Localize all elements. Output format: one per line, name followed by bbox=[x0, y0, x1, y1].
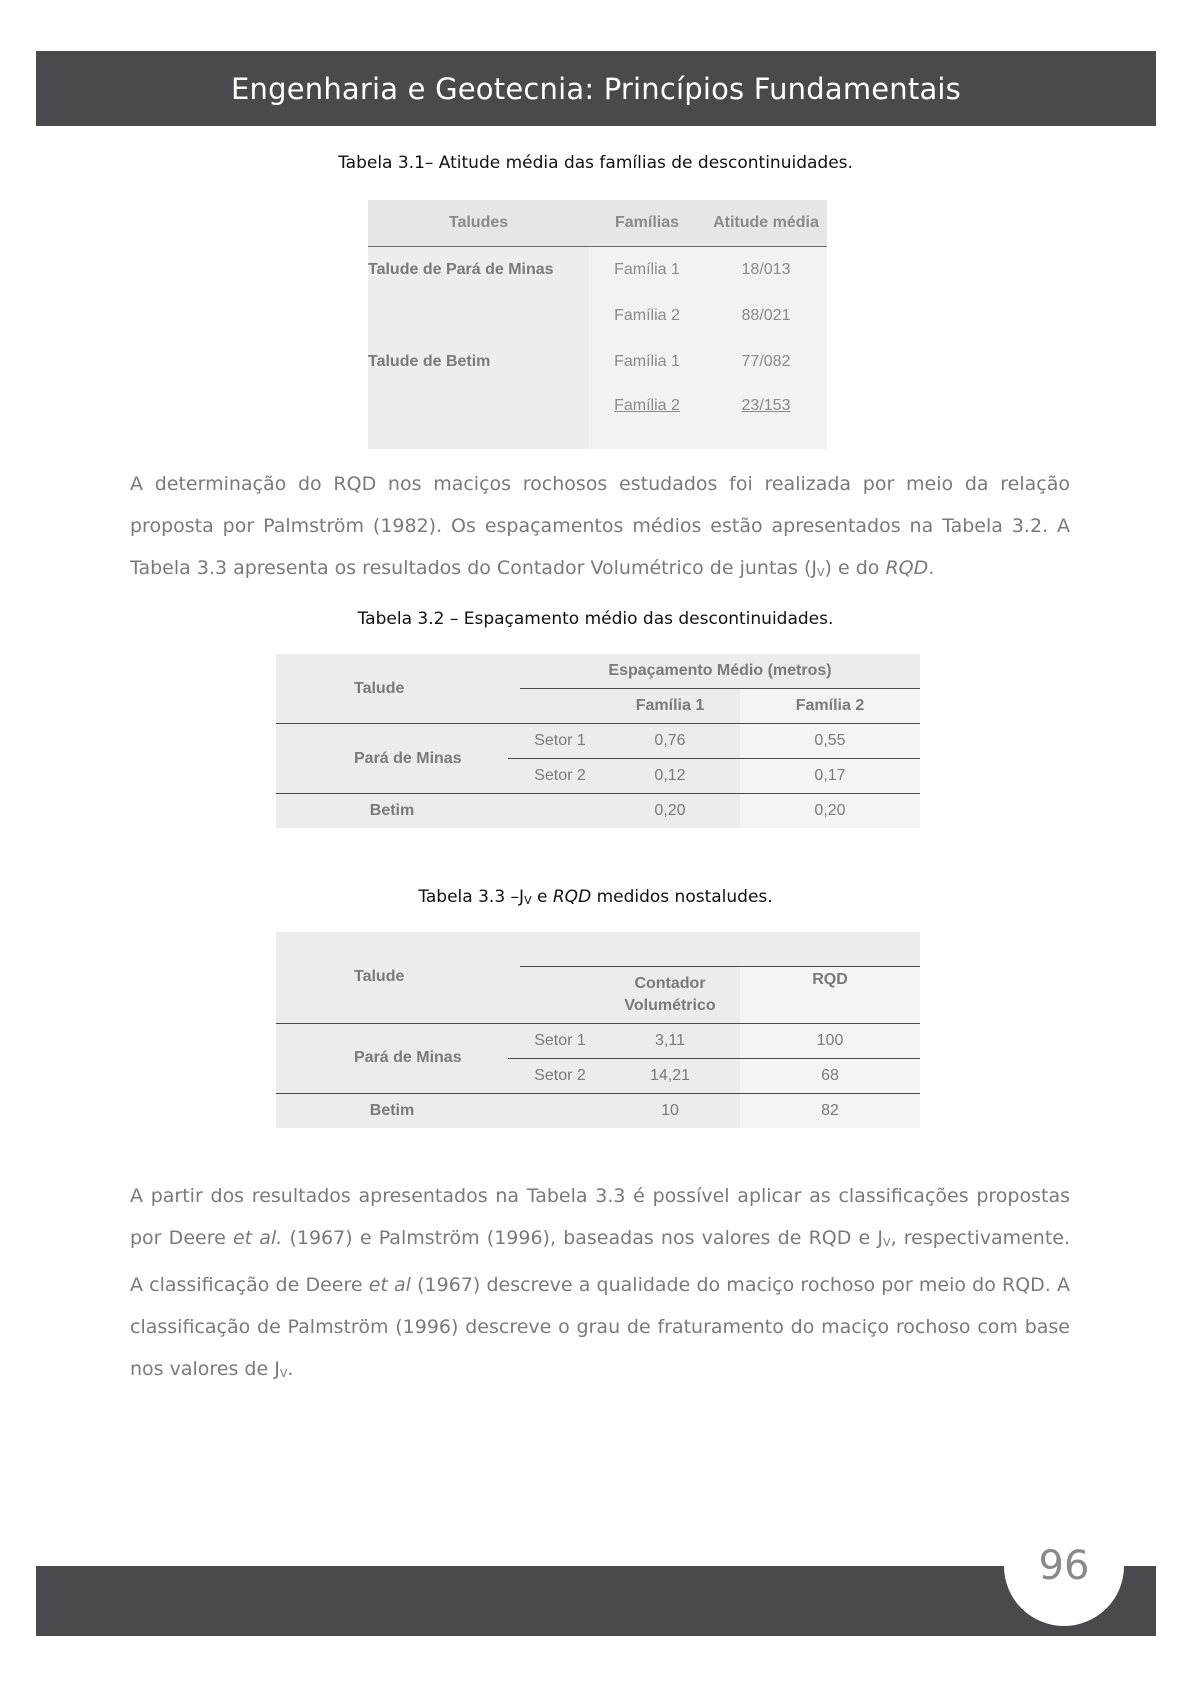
cell-atitude: 77/082 bbox=[705, 339, 827, 385]
table-row bbox=[368, 247, 827, 294]
caption-text: Tabela 3.3 –J bbox=[418, 887, 525, 907]
cell-atitude: 88/021 bbox=[705, 293, 827, 339]
cell-talude: Betim bbox=[369, 1101, 415, 1119]
cell-familia bbox=[589, 385, 705, 449]
paragraph-text: A determinação do RQD nos maciços rochosos estudados foi realizada por meio da relação proposta por Palmström (1982). Os espaçamentos médios estão apresentados na Tabela 3.2. A Tabela 3.3 apresenta os resultados do Contador Volumétrico de juntas (J bbox=[130, 473, 1070, 579]
cell-familia-2: 0,17 bbox=[740, 759, 920, 794]
table2-caption: Tabela 3.2 – Espaçamento médio das descontinuidades. bbox=[357, 609, 834, 629]
cell-talude bbox=[368, 385, 589, 449]
cell-talude: Talude de Pará de Minas bbox=[368, 247, 589, 294]
paragraph-text: ) e do bbox=[824, 557, 886, 579]
page-footer bbox=[36, 1566, 1156, 1636]
cell-setor bbox=[520, 1093, 600, 1128]
paragraph-text: (1967) e Palmström (1996), baseadas nos valores de RQD e J bbox=[282, 1227, 884, 1249]
table-row bbox=[276, 1023, 920, 1058]
cell-familia-1: 0,12 bbox=[600, 759, 740, 794]
table1-caption: Tabela 3.1– Atitude média das famílias de descontinuidades. bbox=[338, 153, 853, 173]
cell-familia-1: 0,20 bbox=[654, 802, 686, 819]
cell-familia-2: 0,55 bbox=[740, 724, 920, 759]
table-row bbox=[368, 293, 827, 339]
cell-talude bbox=[368, 293, 589, 339]
table-espacamento bbox=[276, 654, 920, 828]
cell-talude: Pará de Minas bbox=[276, 1023, 508, 1093]
table-jv-rqd bbox=[276, 932, 920, 1128]
cell-familia: Família 1 bbox=[589, 339, 705, 385]
table-row bbox=[276, 724, 920, 759]
table-row bbox=[368, 339, 827, 385]
paragraph-rqd bbox=[130, 463, 1070, 594]
cell-atitude-text: 23/153 bbox=[741, 397, 791, 414]
table3-caption bbox=[0, 887, 1191, 907]
table-row bbox=[276, 1093, 920, 1128]
cell-setor: Setor 2 bbox=[520, 1058, 600, 1093]
cell-talude: Talude de Betim bbox=[368, 339, 589, 385]
subscript-v: V bbox=[817, 566, 825, 579]
header-talude: Talude bbox=[276, 932, 508, 1023]
subscript-v: V bbox=[524, 894, 532, 907]
header-rqd: RQD bbox=[740, 967, 920, 1024]
cell-rqd: 68 bbox=[740, 1058, 920, 1093]
paragraph-text: , respectivamente. A classificação de Deere bbox=[130, 1227, 1071, 1296]
header-familias: Famílias bbox=[589, 200, 705, 247]
cell-talude: Pará de Minas bbox=[276, 724, 508, 794]
caption-text: e bbox=[531, 887, 553, 907]
cell-familia: Família 2 bbox=[589, 293, 705, 339]
header-espacamento: Espaçamento Médio (metros) bbox=[520, 654, 920, 689]
page-number-badge bbox=[1004, 1506, 1124, 1626]
paragraph-classificacoes bbox=[130, 1175, 1070, 1395]
header-taludes: Taludes bbox=[368, 200, 589, 247]
table-row bbox=[276, 794, 920, 829]
header-talude: Talude bbox=[276, 654, 508, 724]
cell-atitude bbox=[705, 385, 827, 449]
subscript-v: V bbox=[279, 1367, 288, 1380]
cell-setor: Setor 1 bbox=[520, 724, 600, 759]
header-familia-1: Família 1 bbox=[600, 689, 740, 724]
paragraph-text: . bbox=[287, 1358, 294, 1380]
cell-setor bbox=[520, 794, 600, 829]
table-row bbox=[368, 385, 827, 449]
paragraph-text: A partir dos resultados apresentados na Tabela 3.3 é possível aplicar as classificações propostas por Deere bbox=[130, 1185, 1070, 1249]
cell-atitude: 18/013 bbox=[705, 247, 827, 294]
cell-rqd: 82 bbox=[740, 1093, 920, 1128]
cell-setor: Setor 2 bbox=[520, 759, 600, 794]
paragraph-text: (1967) descreve a qualidade do maciço rochoso por meio do RQD. A classificação de Palmström (1996) descreve o grau de fraturamento do maciço rochoso com base nos valores de J bbox=[130, 1274, 1071, 1380]
header-familia-2: Família 2 bbox=[740, 689, 920, 724]
subscript-v: V bbox=[883, 1236, 891, 1249]
cell-contador: 10 bbox=[661, 1101, 679, 1119]
cell-familia: Família 1 bbox=[589, 247, 705, 294]
italic-rqd: RQD bbox=[885, 557, 929, 579]
italic-et-al: et al. bbox=[232, 1227, 283, 1249]
italic-et-al: et al bbox=[368, 1274, 411, 1296]
cell-familia-2: 0,20 bbox=[740, 794, 920, 829]
table-header-row bbox=[276, 654, 920, 689]
table-header-row bbox=[276, 932, 920, 967]
cell-familia-1: 0,76 bbox=[600, 724, 740, 759]
caption-text: medidos nostaludes. bbox=[591, 887, 773, 907]
header-contador: Contador Volumétrico bbox=[600, 967, 740, 1024]
cell-familia-text: Família 2 bbox=[614, 397, 680, 414]
italic-rqd: RQD bbox=[552, 887, 592, 907]
cell-contador: 14,21 bbox=[600, 1058, 740, 1093]
page-number: 96 bbox=[1038, 1543, 1090, 1589]
header-title: Engenharia e Geotecnia: Princípios Fundamentais bbox=[230, 71, 961, 106]
table-header-row bbox=[368, 200, 827, 247]
header-atitude: Atitude média bbox=[705, 200, 827, 247]
table-atitude-familias bbox=[368, 200, 827, 449]
cell-setor: Setor 1 bbox=[520, 1023, 600, 1058]
cell-talude: Betim bbox=[369, 802, 415, 819]
cell-rqd: 100 bbox=[740, 1023, 920, 1058]
paragraph-text: . bbox=[928, 557, 935, 579]
cell-contador: 3,11 bbox=[600, 1023, 740, 1058]
page-header bbox=[36, 51, 1156, 126]
